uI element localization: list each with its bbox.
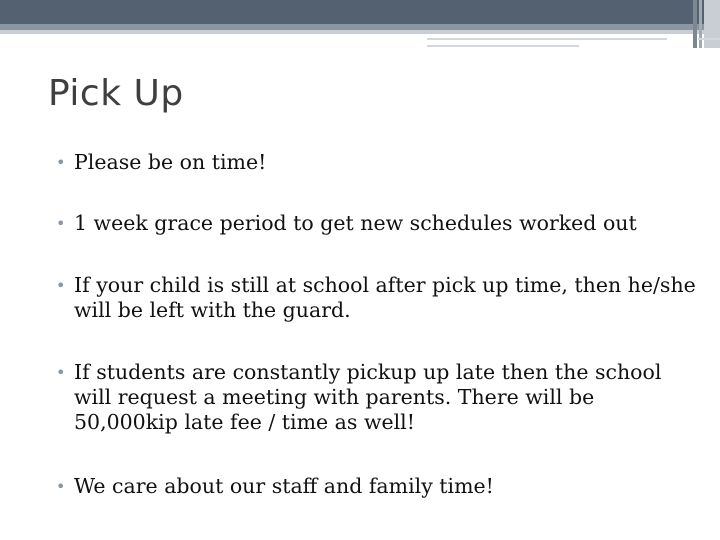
accent-line — [427, 38, 667, 40]
decorative-stripe — [704, 0, 720, 48]
bullet-dot-icon: • — [56, 363, 66, 382]
decorative-stripe — [693, 0, 697, 48]
bullet-item — [56, 150, 696, 175]
top-decorative-band — [0, 0, 720, 24]
bullet-dot-icon: • — [56, 153, 66, 172]
bullet-text: If your child is still at school after pick up time, then he/she will be left with the guard. — [74, 273, 696, 322]
decorative-stripe — [699, 0, 702, 48]
bullet-item — [56, 211, 696, 236]
bullet-list — [56, 150, 696, 499]
bullet-text: 1 week grace period to get new schedules worked out — [74, 211, 637, 235]
bullet-dot-icon: • — [56, 214, 66, 233]
bullet-dot-icon: • — [56, 276, 66, 295]
bullet-dot-icon: • — [56, 477, 66, 496]
slide-title: Pick Up — [48, 73, 184, 114]
accent-line — [698, 38, 720, 40]
bullet-text: Please be on time! — [74, 150, 267, 174]
bullet-text: If students are constantly pickup up late then the school will request a meeting with parents. There will be 50,000kip late fee / time as well! — [74, 360, 662, 434]
bullet-item — [56, 474, 696, 499]
top-decorative-band-lighter — [0, 30, 720, 34]
bullet-item — [56, 360, 696, 435]
accent-line — [427, 45, 579, 47]
bullet-item — [56, 273, 696, 323]
bullet-text: We care about our staff and family time! — [74, 474, 494, 498]
